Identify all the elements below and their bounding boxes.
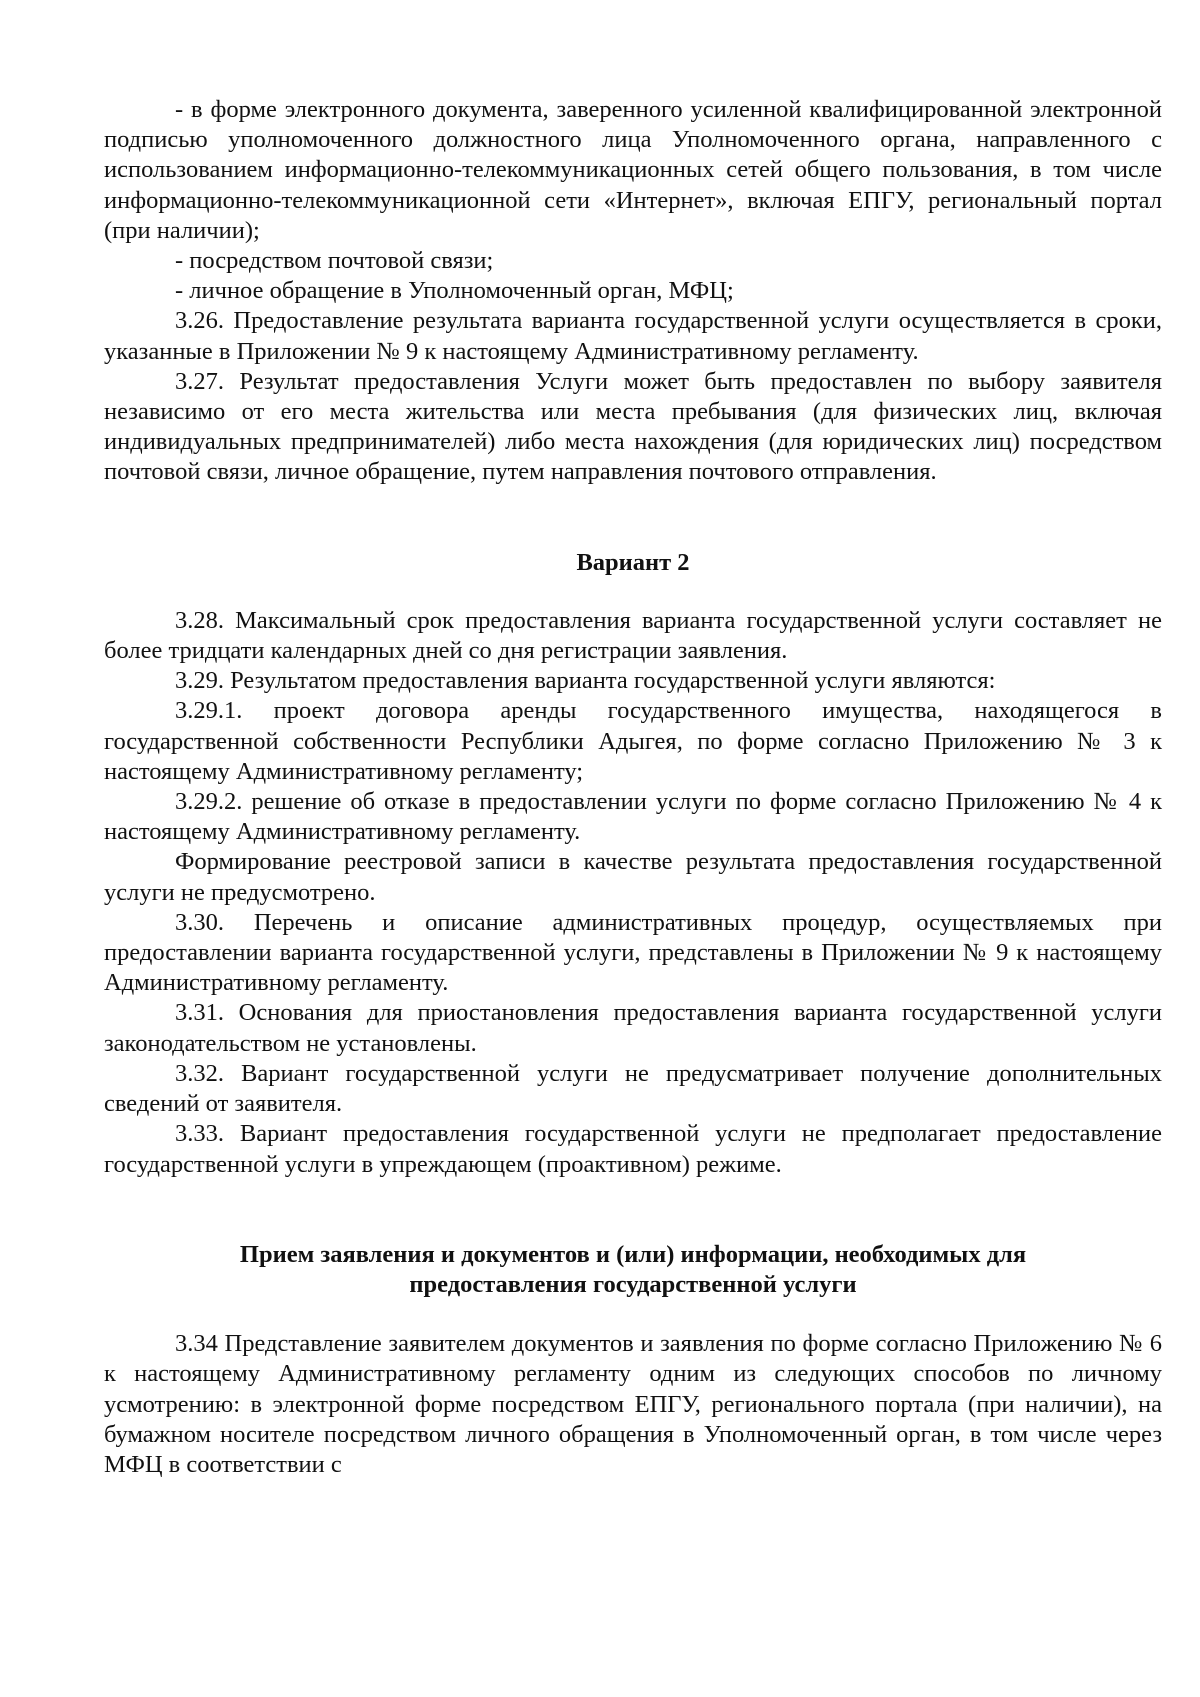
section-heading-line-2: предоставления государственной услуги xyxy=(409,1270,857,1298)
paragraph-3-27: 3.27. Результат предоставления Услуги может быть предоставлен по выбору заявителя независимо от его места жительства или места пребывания (для физических лиц, включая индивидуальных предпринимателей) либо места нахождения (для юридических лиц) посредством почтовой связи, личное обращение, путем направления почтового отправления. xyxy=(104,367,1162,486)
paragraph-electronic-document: - в форме электронного документа, заверенного усиленной квалифицированной электронной подписью уполномоченного должностного лица Уполномоченного органа, направленного с использованием информационно-телекоммуникационных сетей общего пользования, в том числе информационно-телекоммуникационной сети «Интернет», включая ЕПГУ, региональный портал (при наличии); xyxy=(104,96,1162,244)
paragraph-3-26: 3.26. Предоставление результата варианта государственной услуги осуществляется в сроки, указанные в Приложении № 9 к настоящему Административному регламенту. xyxy=(104,307,1162,365)
paragraph-3-33: 3.33. Вариант предоставления государственной услуги не предполагает предоставление государственной услуги в упреждающем (проактивном) режиме. xyxy=(104,1120,1162,1178)
paragraph-3-29-1: 3.29.1. проект договора аренды государственного имущества, находящегося в государственной собственности Республики Адыгея, по форме согласно Приложению № 3 к настоящему Административному регламенту; xyxy=(104,697,1162,785)
application-intake-section xyxy=(104,1329,1162,1480)
paragraph-postal: - посредством почтовой связи; xyxy=(175,247,494,275)
paragraph-registry-record: Формирование реестровой записи в качестве результата предоставления государственной услуги не предусмотрено. xyxy=(104,848,1162,906)
paragraph-personal-visit: - личное обращение в Уполномоченный орган, МФЦ; xyxy=(175,277,734,305)
paragraph-3-31: 3.31. Основания для приостановления предоставления варианта государственной услуги законодательством не установлены. xyxy=(104,999,1162,1057)
paragraph-3-32: 3.32. Вариант государственной услуги не предусматривает получение дополнительных сведений от заявителя. xyxy=(104,1059,1162,1118)
paragraph-3-29-2: 3.29.2. решение об отказе в предоставлении услуги по форме согласно Приложению № 4 к настоящему Административному регламенту. xyxy=(104,788,1162,846)
variant-2-section xyxy=(104,606,1162,1180)
paragraph-3-28: 3.28. Максимальный срок предоставления варианта государственной услуги составляет не более тридцати календарных дней со дня регистрации заявления. xyxy=(104,606,1162,665)
section-heading-line-1: Прием заявления и документов и (или) информации, необходимых для xyxy=(239,1240,1027,1268)
paragraph-3-34: 3.34 Представление заявителем документов и заявления по форме согласно Приложению № 6 к настоящему Административному регламенту одним из следующих способов по личному усмотрению: в электронной форме посредством ЕПГУ, регионального портала (при наличии), на бумажном носителе посредством личного обращения в Уполномоченный орган, в том числе через МФЦ в соответствии с xyxy=(104,1330,1162,1478)
paragraph-3-30: 3.30. Перечень и описание административных процедур, осуществляемых при предоставлении варианта государственной услуги, представлены в Приложении № 9 к настоящему Административному регламенту. xyxy=(104,908,1162,997)
section-heading-application-intake xyxy=(104,1240,1162,1300)
paragraph-3-29: 3.29. Результатом предоставления варианта государственной услуги являются: xyxy=(175,667,996,695)
section-heading-variant-2: Вариант 2 xyxy=(576,548,690,576)
document-body xyxy=(104,95,1162,1480)
